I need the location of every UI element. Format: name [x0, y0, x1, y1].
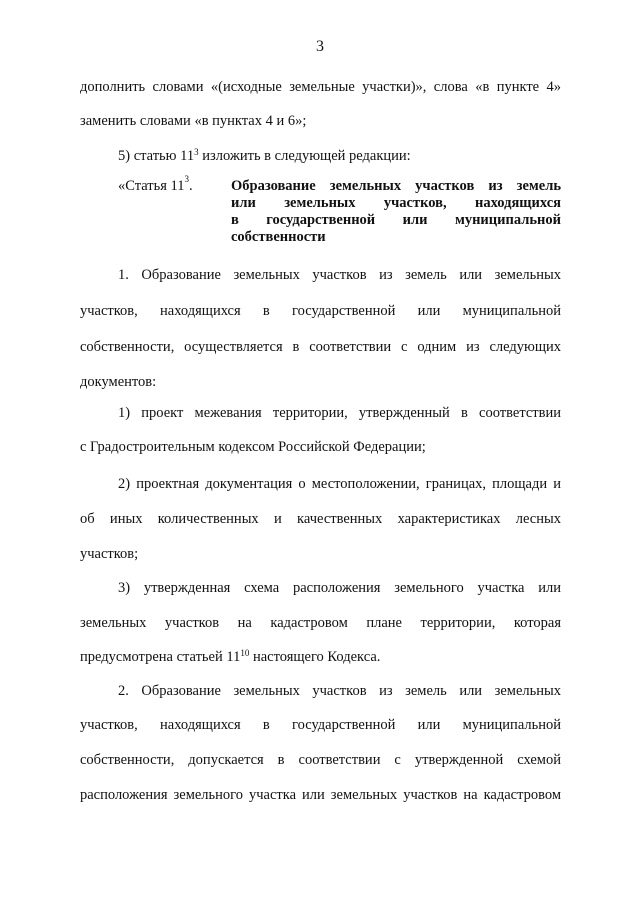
text-line: земельных участков на кадастровом плане территории, которая — [80, 615, 561, 631]
text-line: 1) проект межевания территории, утвержденный в соответствии — [118, 405, 561, 421]
text-line: об иных количественных и качественных характеристиках лесных — [80, 511, 561, 527]
text-line: с Градостроительным кодексом Российской Федерации; — [80, 439, 426, 455]
text-line: заменить словами «в пунктах 4 и 6»; — [80, 113, 307, 129]
text-line: участков, находящихся в государственной или муниципальной — [80, 303, 561, 319]
text: предусмотрена статьей 11 — [80, 649, 241, 665]
article-title — [231, 178, 561, 246]
text: настоящего Кодекса. — [249, 649, 381, 665]
text: 5) статью 11 — [118, 148, 195, 164]
title-line: в государственной или муниципальной — [231, 212, 561, 228]
text-line: дополнить словами «(исходные земельные участки)», слова «в пункте 4» — [80, 79, 561, 95]
text: изложить в следующей редакции: — [198, 148, 411, 164]
text-line: расположения земельного участка или земельных участков на кадастровом — [80, 787, 561, 803]
article-label — [118, 174, 193, 195]
title-line: собственности — [231, 229, 326, 245]
text-line: собственности, допускается в соответствии с утвержденной схемой — [80, 752, 561, 768]
title-line: или земельных участков, находящихся — [231, 195, 561, 211]
text-line: участков, находящихся в государственной или муниципальной — [80, 717, 561, 733]
title-line: Образование земельных участков из земель — [231, 178, 561, 194]
superscript: 3 — [184, 174, 190, 184]
text-line: 2) проектная документация о местоположении, границах, площади и — [118, 476, 561, 492]
text: «Статья 11 — [118, 178, 185, 194]
text-line: 2. Образование земельных участков из земель или земельных — [118, 683, 561, 699]
text-line — [118, 147, 561, 165]
superscript: 10 — [240, 648, 250, 658]
text-line: 1. Образование земельных участков из земель или земельных — [118, 267, 561, 283]
text-line — [80, 648, 561, 666]
text-line: документов: — [80, 374, 157, 390]
text-line: собственности, осуществляется в соответствии с одним из следующих — [80, 339, 561, 355]
page-number: 3 — [316, 38, 324, 55]
superscript: 3 — [194, 147, 199, 157]
text: . — [189, 178, 193, 194]
text-line: 3) утвержденная схема расположения земельного участка или — [118, 580, 561, 596]
text-line: участков; — [80, 546, 139, 562]
